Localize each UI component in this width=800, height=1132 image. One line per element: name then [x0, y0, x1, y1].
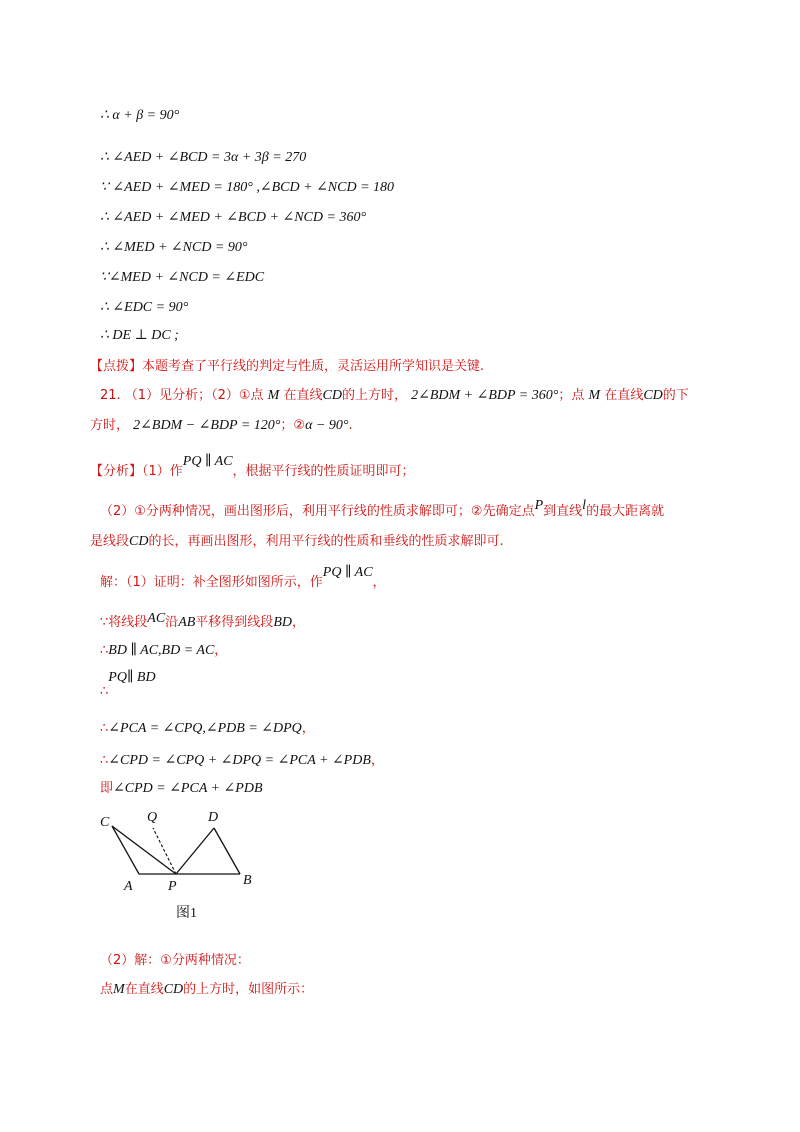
part2-line-1: （2）解：①分两种情况：: [100, 953, 250, 968]
solution-text: ，: [214, 643, 228, 658]
analysis-text: 是线段: [90, 534, 130, 549]
solution-text: ，: [301, 721, 315, 736]
step-2: ∴ ∠AED + ∠BCD = 3α + 3β = 270: [100, 150, 307, 165]
solution-equation: ∠PCA = ∠CPQ,∠PDB = ∠DPQ: [108, 721, 302, 736]
analysis-text: 的最大距离就: [586, 504, 665, 519]
q21-text: 的上方时，: [341, 388, 407, 403]
q21-line-2: [90, 416, 353, 436]
part2-text: 的上方时，如图所示：: [183, 982, 314, 997]
solution-line-6: [100, 751, 384, 771]
q21-var: CD: [322, 388, 342, 403]
q21-equation: α − 90°: [305, 418, 349, 433]
q21-text: 的下: [662, 388, 689, 403]
label-C: C: [100, 815, 110, 830]
analysis-var: l: [582, 498, 587, 513]
q21-var: M: [267, 388, 280, 403]
solution-text: 平移得到线段: [195, 615, 274, 630]
step-3: ∵ ∠AED + ∠MED = 180° ,∠BCD + ∠NCD = 180: [100, 180, 395, 195]
part2-text: 点: [100, 982, 114, 997]
q21-text: 在直线: [604, 388, 644, 403]
solution-text: 即: [100, 781, 114, 796]
analysis-line-2: [100, 498, 665, 522]
segment-PD: [176, 828, 214, 874]
q21-var: CD: [643, 388, 663, 403]
solution-equation: ∠CPD = ∠PCA + ∠PDB: [113, 781, 263, 796]
solution-line-7: [100, 779, 263, 799]
q21-text: ；②: [280, 418, 306, 433]
analysis-text: 的长，再画出图形，利用平行线的性质和垂线的性质求解即可.: [148, 534, 504, 549]
segment-DB: [214, 828, 240, 874]
solution-text: ∴: [100, 753, 109, 768]
solution-text: ∵将线段: [100, 615, 148, 630]
step-1: ∴ α + β = 90°: [100, 108, 180, 123]
step-6: ∵∠MED + ∠NCD = ∠EDC: [100, 270, 265, 285]
step-7: ∴ ∠EDC = 90°: [100, 300, 189, 315]
step-4: ∴ ∠AED + ∠MED + ∠BCD + ∠NCD = 360°: [100, 210, 367, 225]
step-5: ∴ ∠MED + ∠NCD = 90°: [100, 240, 248, 255]
analysis-var: P: [534, 498, 544, 513]
q21-var: M: [588, 388, 601, 403]
analysis-var: CD: [129, 534, 149, 549]
analysis-equation: PQ ∥ AC: [182, 454, 233, 469]
segment-CA: [112, 826, 139, 874]
solution-text: 沿: [165, 615, 179, 630]
solution-text: ，: [291, 615, 305, 630]
q21-text: ；点: [558, 388, 585, 403]
solution-equation: PQ ∥ AC: [322, 565, 373, 580]
q21-text: 在直线: [283, 388, 323, 403]
q21-equation: 2∠BDM − ∠BDP = 120°: [133, 418, 281, 433]
q21-line-1: [100, 386, 689, 406]
solution-text: ，: [372, 575, 386, 590]
analysis-line-3: [90, 532, 504, 552]
solution-text: 解：（1）证明：补全图形如图所示，作: [100, 575, 323, 590]
solution-line-2: [100, 613, 305, 633]
analysis-label: 【分析】（1）作: [90, 464, 183, 479]
segment-PQ-dashed: [153, 828, 176, 874]
solution-equation: BD ∥ AC,BD = AC: [108, 643, 215, 658]
segment-CP: [112, 826, 176, 874]
figure-1: [96, 806, 286, 896]
solution-text: ∴: [100, 721, 109, 736]
q21-text: 方时，: [90, 418, 130, 433]
label-P: P: [168, 879, 177, 894]
solution-equation: ∠CPD = ∠CPQ + ∠DPQ = ∠PCA + ∠PDB: [108, 753, 371, 768]
solution-line-5: [100, 719, 315, 739]
q21-text: .: [348, 418, 353, 433]
solution-line-1: [100, 565, 386, 593]
solution-var: BD: [273, 615, 292, 630]
q21-equation: 2∠BDM + ∠BDP = 360°: [411, 388, 559, 403]
solution-text: ，: [370, 753, 384, 768]
part2-line-2: [100, 980, 313, 1000]
analysis-text: （2）①分两种情况，画出图形后，利用平行线的性质求解即可；②先确定点: [100, 504, 535, 519]
label-A: A: [124, 879, 133, 894]
q21-text: 21. （1）见分析；（2）①点: [100, 388, 264, 403]
part2-text: 在直线: [124, 982, 164, 997]
label-B: B: [243, 873, 252, 888]
solution-line-4: [100, 670, 156, 702]
label-Q: Q: [147, 810, 158, 825]
analysis-text: 到直线: [543, 504, 583, 519]
solution-var: AB: [178, 615, 196, 630]
analysis-text: ，根据平行线的性质证明即可；: [232, 464, 415, 479]
step-8: ∴ DE ⊥ DC ;: [100, 328, 179, 343]
part2-var: CD: [163, 982, 184, 997]
figure-caption: 图1: [176, 906, 197, 921]
solution-text: ∴: [100, 684, 109, 699]
solution-text: ∴: [100, 643, 109, 658]
tip-text: 【点拨】本题考查了平行线的判定与性质，灵活运用所学知识是关键.: [90, 359, 485, 374]
part2-var: M: [113, 982, 125, 997]
solution-equation: PQ∥ BD: [108, 670, 156, 685]
solution-var: AC: [147, 611, 166, 626]
solution-line-3: [100, 641, 227, 661]
label-D: D: [208, 810, 219, 825]
analysis-line-1: [90, 454, 415, 482]
